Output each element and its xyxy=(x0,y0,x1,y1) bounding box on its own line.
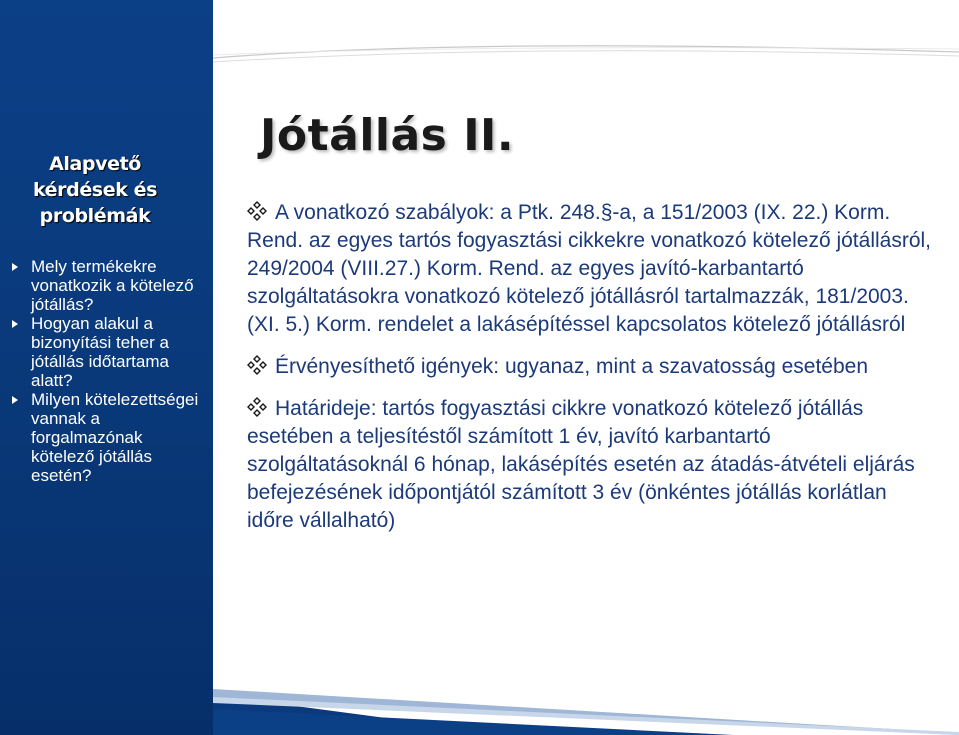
sidebar-item-label: Milyen kötelezettségei vannak a forgalmazónak kötelező jótállás esetén? xyxy=(31,390,199,485)
four-diamond-icon xyxy=(247,201,267,221)
decorative-bottom-stripe xyxy=(213,675,959,735)
four-diamond-icon xyxy=(247,355,267,375)
sidebar-item-burden-of-proof[interactable] xyxy=(12,314,207,390)
sidebar-panel xyxy=(0,0,213,735)
paragraph-deadline xyxy=(247,395,937,535)
decorative-top-swoosh xyxy=(213,0,959,80)
paragraph-regulations xyxy=(247,199,937,339)
sidebar-title xyxy=(0,151,190,229)
sidebar-item-label: Hogyan alakul a bizonyítási teher a jótállás időtartama alatt? xyxy=(31,314,169,390)
sidebar-item-products[interactable] xyxy=(12,257,207,314)
paragraph-text: A vonatkozó szabályok: a Ptk. 248.§-a, a 151/2003 (IX. 22.) Korm. Rend. az egyes tartós fogyasztási cikkekre vonatkozó kötelező jótállásról, 249/2004 (VIII.27.) Korm. Rend. az egyes javító-karbantartó szolgáltatásokra vonatkozó kötelező jótállásról tartalmazzák, 181/2003. (XI. 5.) Korm. rendelet a lakásépítéssel kapcsolatos kötelező jótállásról xyxy=(247,201,932,336)
arrow-bullet-icon xyxy=(12,396,18,404)
paragraph-claims xyxy=(247,353,937,381)
slide-title: Jótállás II. xyxy=(260,110,515,161)
sidebar-title-line2: problémák xyxy=(39,205,151,227)
paragraph-text: Érvényesíthető igények: ugyanaz, mint a szavatosság esetében xyxy=(275,355,869,378)
sidebar-question-list xyxy=(12,257,207,485)
sidebar-title-line1: Alapvető kérdések és xyxy=(32,153,158,201)
sidebar-item-label: Mely termékekre vonatkozik a kötelező jótállás? xyxy=(31,257,194,314)
slide-content xyxy=(247,199,937,549)
arrow-bullet-icon xyxy=(12,263,18,271)
sidebar-item-distributor-obligations[interactable] xyxy=(12,390,207,485)
paragraph-text: Határideje: tartós fogyasztási cikkre vonatkozó kötelező jótállás esetében a teljesítéstől számított 1 év, javító karbantartó szolgáltatásoknál 6 hónap, lakásépítés esetén az átadás-átvételi eljárás befejezésének időpontjától számított 3 év (önkéntes jótállás korlátlan időre vállalható) xyxy=(247,397,915,532)
arrow-bullet-icon xyxy=(12,320,18,328)
four-diamond-icon xyxy=(247,397,267,417)
